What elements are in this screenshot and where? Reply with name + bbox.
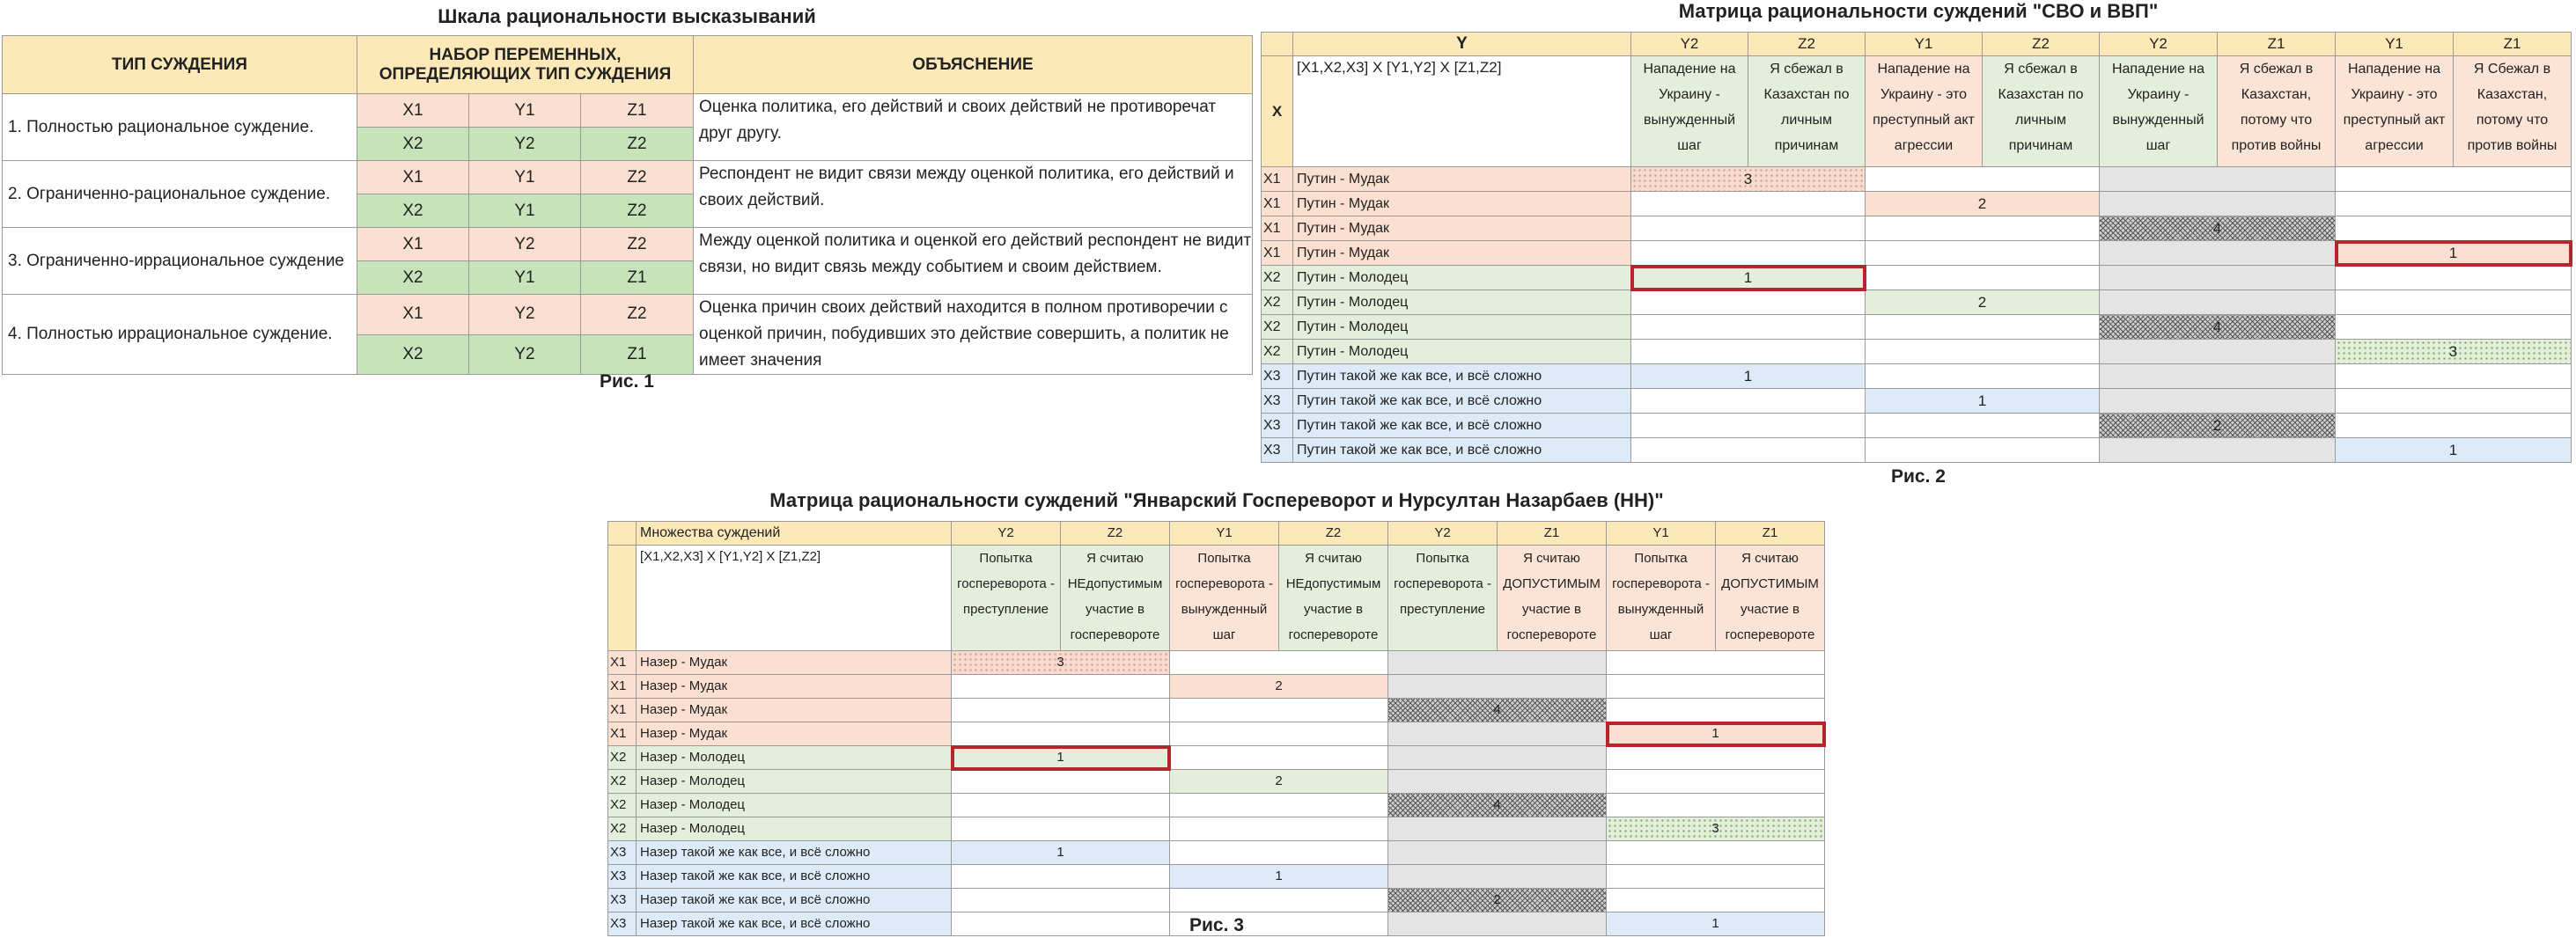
empty-cell [2100,340,2336,364]
value-cell: 1 [952,841,1170,865]
col-code: Y1 [2336,33,2454,56]
empty-cell [1866,364,2100,389]
var-cell: X2 [357,194,469,228]
empty-cell [2336,216,2572,241]
value-cell: 1 [2336,438,2572,463]
empty-cell [1170,722,1388,746]
row-code: X3 [608,865,637,889]
row-label: Путин - Молодец [1293,266,1631,290]
col-code: Z1 [1716,522,1825,546]
var-cell: Z2 [581,295,694,335]
empty-cell [1388,865,1607,889]
var-cell: X1 [357,161,469,194]
row-code: X2 [608,817,637,841]
var-cell: Y1 [469,261,581,295]
y-header: Y [1293,33,1631,56]
empty-cell [1170,794,1388,817]
var-cell: Y2 [469,334,581,375]
x-label: X [1262,56,1293,167]
empty-cell [1866,167,2100,192]
empty-cell [2336,315,2572,340]
var-cell: Z2 [581,128,694,161]
row-label: Путин - Мудак [1293,167,1631,192]
row-label: Путин - Молодец [1293,340,1631,364]
empty-cell [1607,675,1825,699]
row-label: Назер - Молодец [637,817,952,841]
empty-cell [1866,266,2100,290]
row-label: Путин - Молодец [1293,290,1631,315]
value-cell: 1 [1170,865,1388,889]
value-cell: 2 [1388,889,1607,912]
row-label: Назер такой же как все, и всё сложно [637,912,952,936]
col-description: Я сбежал в Казахстан по личным причинам [1748,56,1866,167]
empty-cell [2336,192,2572,216]
var-cell: Y1 [469,94,581,128]
header-type: ТИП СУЖДЕНИЯ [3,36,357,94]
col-description: Я считаю ДОПУСТИМЫМ участие в госперевороте [1716,546,1825,651]
explanation-4: Оценка причин своих действий находится в полном противоречии с оценкой причин, побудивших это действие совершить, а политик не имеет значения [694,295,1253,375]
empty-cell [1631,414,1866,438]
var-cell: Y1 [469,161,581,194]
row-code: X1 [608,699,637,722]
value-cell: 2 [1170,770,1388,794]
empty-cell [1607,699,1825,722]
empty-cell [1170,841,1388,865]
row-code: X3 [1262,438,1293,463]
col-description: Нападение на Украину - вынужденный шаг [1631,56,1748,167]
set-label: [X1,X2,X3] X [Y1,Y2] X [Z1,Z2] [1293,56,1631,167]
row-code: X1 [608,675,637,699]
row-code: X3 [608,841,637,865]
col-code: Z1 [2218,33,2336,56]
row-code: X1 [1262,192,1293,216]
var-cell: X1 [357,295,469,335]
empty-cell [1388,722,1607,746]
explanation-3: Между оценкой политика и оценкой его действий респондент не видит связи, но видит связь между событием и своим действием. [694,228,1253,295]
fig1-title: Шкала рациональности высказываний [438,5,816,27]
fig3-title: Матрица рациональности суждений "Январский Госпереворот и Нурсултан Назарбаев (НН)" [769,489,1664,511]
empty-cell [2336,389,2572,414]
empty-cell [2336,266,2572,290]
var-cell: X1 [357,94,469,128]
row-label: Путин - Мудак [1293,192,1631,216]
var-cell: Z1 [581,94,694,128]
empty-cell [952,675,1170,699]
row-label: Назер - Мудак [637,651,952,675]
empty-cell [1631,216,1866,241]
var-cell: X2 [357,334,469,375]
row-code: X2 [608,770,637,794]
value-cell: 1 [1866,389,2100,414]
empty-cell [2100,192,2336,216]
value-cell: 1 [1631,364,1866,389]
row-code: X1 [1262,167,1293,192]
var-cell: X1 [357,228,469,261]
row-label: Путин - Мудак [1293,241,1631,266]
row-code: X1 [608,651,637,675]
value-cell: 1 [1607,912,1825,936]
empty-cell [1607,841,1825,865]
var-cell: X2 [357,261,469,295]
col-description: Попытка госпереворота - преступление [1388,546,1498,651]
value-cell: 3 [952,651,1170,675]
set-header: Множества суждений [637,522,952,546]
empty-cell [2336,414,2572,438]
col-description: Я сбежал в Казахстан по личным причинам [1983,56,2100,167]
col-code: Y2 [1631,33,1748,56]
value-cell: 3 [1631,167,1866,192]
fig2-caption: Рис. 2 [1891,466,1946,487]
empty-cell [2336,167,2572,192]
col-code: Z2 [1061,522,1170,546]
value-cell: 4 [1388,699,1607,722]
col-description: Нападение на Украину - вынужденный шаг [2100,56,2218,167]
row-code: X3 [608,912,637,936]
var-cell: Y1 [469,194,581,228]
empty-cell [1631,192,1866,216]
empty-cell [1388,770,1607,794]
value-cell: 2 [2100,414,2336,438]
row-code: X3 [608,889,637,912]
col-code: Y2 [1388,522,1498,546]
row-code: X1 [1262,241,1293,266]
empty-cell [1866,438,2100,463]
col-code: Z2 [1279,522,1388,546]
row-code: X3 [1262,364,1293,389]
empty-cell [2100,290,2336,315]
corner-cell [1262,33,1293,56]
col-code: Y1 [1170,522,1279,546]
rationality-scale-table [2,35,1253,375]
empty-cell [1866,414,2100,438]
empty-cell [2100,266,2336,290]
var-cell: Z2 [581,194,694,228]
empty-cell [2100,241,2336,266]
col-description: Я сбежал в Казахстан, потому что против войны [2218,56,2336,167]
highlighted-value-cell: 1 [1631,266,1866,290]
row-label: Путин - Молодец [1293,315,1631,340]
var-cell: Z2 [581,161,694,194]
col-description: Я Сбежал в Казахстан, потому что против войны [2454,56,2572,167]
svo-matrix-table [1261,32,2572,463]
col-code: Y2 [2100,33,2218,56]
value-cell: 2 [1170,675,1388,699]
header-explanation: ОБЪЯСНЕНИЕ [694,36,1253,94]
value-cell: 4 [2100,315,2336,340]
row-label: Назер - Мудак [637,699,952,722]
empty-cell [1607,794,1825,817]
empty-cell [1607,865,1825,889]
empty-cell [952,889,1170,912]
empty-cell [1866,216,2100,241]
empty-cell [2100,389,2336,414]
highlighted-value-cell: 1 [1607,722,1825,746]
empty-cell [1607,746,1825,770]
empty-cell [952,865,1170,889]
row-code: X1 [608,722,637,746]
empty-cell [1170,699,1388,722]
row-label: Путин такой же как все, и всё сложно [1293,389,1631,414]
empty-cell [1607,770,1825,794]
col-code: Z2 [1748,33,1866,56]
col-code: Y1 [1866,33,1983,56]
header-vars: НАБОР ПЕРЕМЕННЫХ, ОПРЕДЕЛЯЮЩИХ ТИП СУЖДЕНИЯ [357,36,694,94]
empty-cell [1631,290,1866,315]
explanation-1: Оценка политика, его действий и своих действий не противоречат друг другу. [694,94,1253,161]
col-description: Попытка госпереворота - преступление [952,546,1061,651]
row-code: X1 [1262,216,1293,241]
explanation-2: Респондент не видит связи между оценкой политика, его действий и своих действий. [694,161,1253,228]
judgment-type-3: 3. Ограниченно-иррациональное суждение [3,228,357,295]
judgment-type-4: 4. Полностью иррациональное суждение. [3,295,357,375]
empty-cell [1866,241,2100,266]
judgment-type-1: 1. Полностью рациональное суждение. [3,94,357,161]
empty-cell [1388,651,1607,675]
highlighted-value-cell: 1 [2336,241,2572,266]
row-label: Путин такой же как все, и всё сложно [1293,364,1631,389]
empty-cell [1388,817,1607,841]
var-cell: X2 [357,128,469,161]
empty-cell [1170,651,1388,675]
empty-cell [1631,438,1866,463]
row-label: Назер - Мудак [637,722,952,746]
row-code: X3 [1262,389,1293,414]
empty-cell [1607,889,1825,912]
empty-cell [1631,340,1866,364]
value-cell: 4 [1388,794,1607,817]
col-code: Z1 [2454,33,2572,56]
empty-cell [2336,364,2572,389]
fig1-caption: Рис. 1 [600,371,654,392]
row-code: X2 [1262,315,1293,340]
row-code: X2 [1262,340,1293,364]
row-label: Назер - Молодец [637,770,952,794]
col-description: Я считаю ДОПУСТИМЫМ участие в госперевороте [1498,546,1607,651]
col-description: Я считаю НЕдопустимым участие в госперевороте [1279,546,1388,651]
highlighted-value-cell: 1 [952,746,1170,770]
judgment-type-2: 2. Ограниченно-рациональное суждение. [3,161,357,228]
row-label: Назер такой же как все, и всё сложно [637,841,952,865]
var-cell: Z2 [581,228,694,261]
row-code: X2 [1262,290,1293,315]
row-label: Путин такой же как все, и всё сложно [1293,414,1631,438]
col-description: Нападение на Украину - это преступный акт агрессии [1866,56,1983,167]
empty-cell [2100,167,2336,192]
value-cell: 3 [2336,340,2572,364]
row-label: Путин - Мудак [1293,216,1631,241]
empty-cell [1170,746,1388,770]
value-cell: 2 [1866,290,2100,315]
value-cell: 2 [1866,192,2100,216]
col-description: Попытка госпереворота - вынужденный шаг [1607,546,1716,651]
set-label: [X1,X2,X3] X [Y1,Y2] X [Z1,Z2] [637,546,952,651]
row-label: Назер такой же как все, и всё сложно [637,889,952,912]
col-code: Z2 [1983,33,2100,56]
col-description: Попытка госпереворота - вынужденный шаг [1170,546,1279,651]
empty-cell [952,699,1170,722]
row-label: Назер такой же как все, и всё сложно [637,865,952,889]
empty-cell [1170,889,1388,912]
empty-cell [952,794,1170,817]
var-cell: Z1 [581,261,694,295]
empty-cell [952,770,1170,794]
value-cell: 3 [1607,817,1825,841]
empty-cell [2100,438,2336,463]
row-label: Назер - Молодец [637,794,952,817]
col-code: Y1 [1607,522,1716,546]
empty-cell [1866,315,2100,340]
empty-cell [2336,290,2572,315]
empty-cell [1631,389,1866,414]
empty-cell [1170,817,1388,841]
corner-cell [608,546,637,651]
row-code: X2 [1262,266,1293,290]
empty-cell [1607,651,1825,675]
corner-cell [608,522,637,546]
var-cell: Z1 [581,334,694,375]
var-cell: Y2 [469,295,581,335]
var-cell: Y2 [469,228,581,261]
col-description: Нападение на Украину - это преступный акт агрессии [2336,56,2454,167]
col-code: Z1 [1498,522,1607,546]
empty-cell [1388,675,1607,699]
row-code: X2 [608,794,637,817]
row-code: X3 [1262,414,1293,438]
col-description: Я считаю НЕдопустимым участие в госперевороте [1061,546,1170,651]
coup-matrix-table [607,521,1825,936]
value-cell: 4 [2100,216,2336,241]
row-label: Путин такой же как все, и всё сложно [1293,438,1631,463]
empty-cell [1388,841,1607,865]
row-label: Назер - Молодец [637,746,952,770]
row-code: X2 [608,746,637,770]
empty-cell [1631,315,1866,340]
empty-cell [952,722,1170,746]
col-code: Y2 [952,522,1061,546]
empty-cell [1866,340,2100,364]
fig2-title: Матрица рациональности суждений "СВО и ВВП" [1678,0,2159,22]
fig3-caption: Рис. 3 [1189,915,1244,935]
var-cell: Y2 [469,128,581,161]
empty-cell [1631,241,1866,266]
row-label: Назер - Мудак [637,675,952,699]
empty-cell [952,817,1170,841]
empty-cell [1388,746,1607,770]
empty-cell [2100,364,2336,389]
